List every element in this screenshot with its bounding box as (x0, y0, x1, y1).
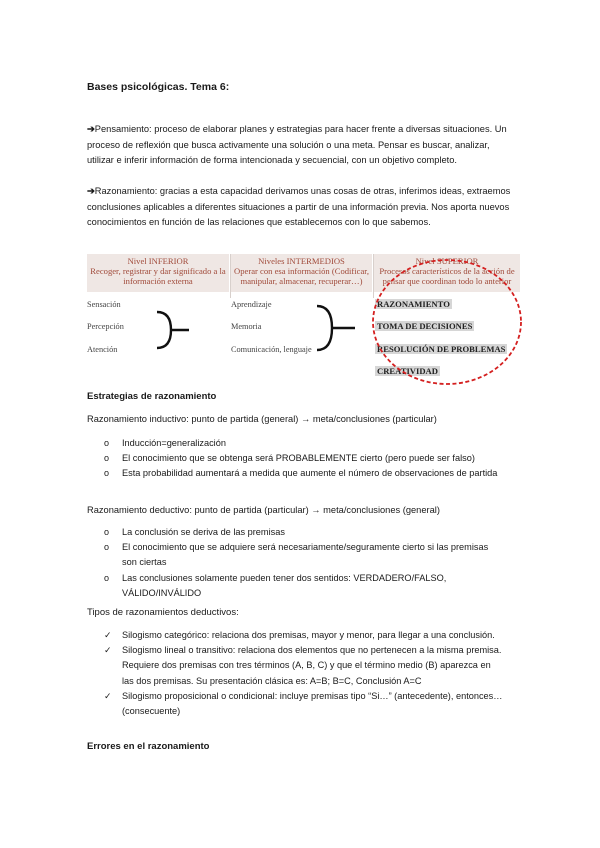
level-intermedio-item: Aprendizaje (231, 300, 272, 309)
arrow-icon: ➔ (87, 186, 95, 196)
list-item: o Inducción=generalización (104, 436, 504, 451)
pensamiento-paragraph (87, 122, 517, 169)
list-item: ✓ Silogismo categórico: relaciona dos premisas, mayor y menor, para llegar a una conclusión. (104, 628, 504, 643)
level-superior-item: CREATIVIDAD (377, 366, 438, 376)
list-item: o Las conclusiones solamente pueden tener dos sentidos: VERDADERO/FALSO, VÁLIDO/INVÁLIDO (104, 572, 447, 598)
checkmark-icon: ✓ (104, 645, 112, 656)
level-inferior-item: Percepción (87, 322, 124, 331)
level-inferior-item: Sensación (87, 300, 121, 309)
errores-heading: Errores en el razonamiento (87, 741, 210, 752)
razonamiento-text: Razonamiento: gracias a esta capacidad derivamos unas cosas de otras, inferimos ideas, extraemos conclusiones aplicables a diferentes situaciones a partir de una información previa. Nos aporta nuevos conocimientos en función de las relaciones que establecemos con lo que sabemos. (87, 186, 511, 228)
level-intermedio-item: Comunicación, lenguaje (231, 345, 312, 354)
bullet-circle-icon: o (104, 453, 110, 464)
merge-bracket-icon (317, 306, 332, 350)
level-intermedio-title: Niveles INTERMEDIOS (258, 256, 345, 266)
deductivo-list (104, 525, 504, 601)
checkmark-icon: ✓ (104, 690, 112, 701)
deductivo-line: Razonamiento deductivo: punto de partida (particular) → meta/conclusiones (general) (87, 505, 440, 515)
razonamiento-paragraph (87, 184, 517, 231)
level-inferior-title: Nivel INFERIOR (127, 256, 189, 266)
level-inferior-desc: Recoger, registrar y dar significado a la información externa (90, 266, 226, 286)
level-intermedio-item: Memoria (231, 322, 262, 331)
highlight-circle-icon (373, 260, 521, 384)
list-item: o El conocimiento que se obtenga será PROBABLEMENTE cierto (pero puede ser falso) (104, 451, 504, 466)
level-superior-item: RAZONAMIENTO (377, 299, 450, 309)
level-intermedio-desc: Operar con esa información (Codificar, manipular, almacenar, recuperar…) (234, 266, 369, 286)
list-item: o El conocimiento que se adquiere será necesariamente/seguramente cierto si las premisas son ciertas (104, 542, 489, 568)
bullet-circle-icon: o (104, 468, 110, 479)
inductivo-line: Razonamiento inductivo: punto de partida (general) → meta/conclusiones (particular) (87, 414, 437, 424)
level-superior-desc: Procesos característicos de la acción de pensar que coordinan todo lo anterior (379, 266, 515, 286)
levels-figure (87, 254, 520, 384)
tipos-list (104, 628, 504, 719)
pensamiento-text: Pensamiento: proceso de elaborar planes y estrategias para hacer frente a diversas situaciones. Un proceso de reflexión que busca activamente una solución o una meta. Pensar es buscar, analizar, utilizar e inferir información de forma intencionada y secuencial, con un objetivo completo. (87, 124, 507, 166)
list-item: o Esta probabilidad aumentará a medida que aumente el número de observaciones de partida (104, 466, 504, 481)
inductivo-list (104, 436, 504, 482)
arrow-icon: ➔ (87, 124, 95, 134)
bullet-circle-icon: o (104, 542, 110, 553)
level-superior-item: TOMA DE DECISIONES (377, 321, 473, 331)
tipos-heading: Tipos de razonamientos deductivos: (87, 607, 239, 618)
page-title: Bases psicológicas. Tema 6: (87, 81, 230, 93)
checkmark-icon: ✓ (104, 630, 112, 640)
level-superior-item: RESOLUCIÓN DE PROBLEMAS (377, 344, 506, 354)
list-item: ✓ Silogismo lineal o transitivo: relaciona dos elementos que no pertenecen a la misma premisa. Requiere dos premisas con tres términos (A, B, C) y que el término medio (B) aparezca en las dos premisas. Su presentación clásica es: A=B; B=C, Conclusión A=C (104, 645, 502, 686)
bullet-circle-icon: o (104, 527, 110, 537)
bullet-circle-icon: o (104, 572, 110, 583)
level-superior-title: Nivel SUPERIOR (415, 256, 479, 266)
bullet-circle-icon: o (104, 438, 110, 448)
merge-bracket-icon (157, 312, 171, 348)
list-item: o La conclusión se deriva de las premisas (104, 525, 504, 540)
figure-drawings (87, 254, 520, 384)
list-item: ✓ Silogismo proposicional o condicional: incluye premisas tipo “Si…” (antecedente), entonces… (consecuente) (104, 690, 503, 717)
level-inferior-item: Atención (87, 345, 118, 354)
estrategias-heading: Estrategias de razonamiento (87, 391, 217, 402)
